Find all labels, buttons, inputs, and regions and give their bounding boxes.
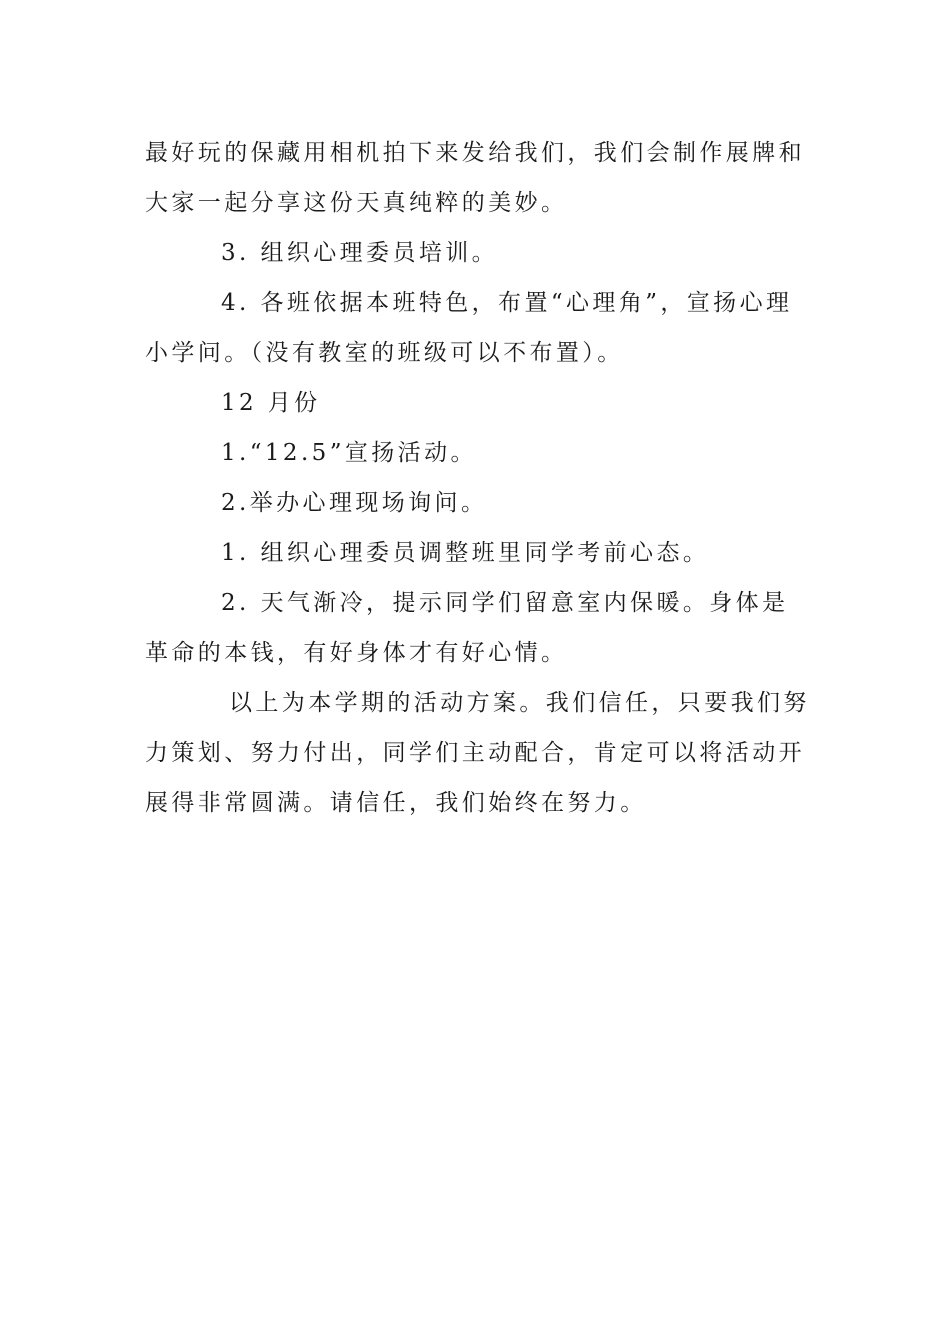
paragraph-item-2-consultation: 2.举办心理现场询问。 <box>221 490 488 516</box>
paragraph-item-1-exam-mindset: 1. 组织心理委员调整班里同学考前心态。 <box>221 540 710 566</box>
section-heading-december: 12 月份 <box>221 390 321 416</box>
paragraph-continuation: 最好玩的保藏用相机拍下来发给我们，我们会制作展牌和大家一起分享这份天真纯粹的美妙。 <box>145 140 805 216</box>
document-body <box>145 128 810 828</box>
paragraph-item-3-training: 3. 组织心理委员培训。 <box>221 240 499 266</box>
paragraph-item-4-psychology-corner: 4. 各班依据本班特色，布置“心理角”，宣扬心理小学问。（没有教室的班级可以不布置）。 <box>145 290 793 366</box>
paragraph-conclusion: 以上为本学期的活动方案。我们信任，只要我们努力策划、努力付出，同学们主动配合，肯定可以将活动开展得非常圆满。请信任，我们始终在努力。 <box>145 690 810 816</box>
paragraph-item-1-campaign: 1.“12.5”宣扬活动。 <box>221 440 477 466</box>
paragraph-item-2-keep-warm: 2. 天气渐冷，提示同学们留意室内保暖。身体是革命的本钱，有好身体才有好心情。 <box>145 590 789 666</box>
